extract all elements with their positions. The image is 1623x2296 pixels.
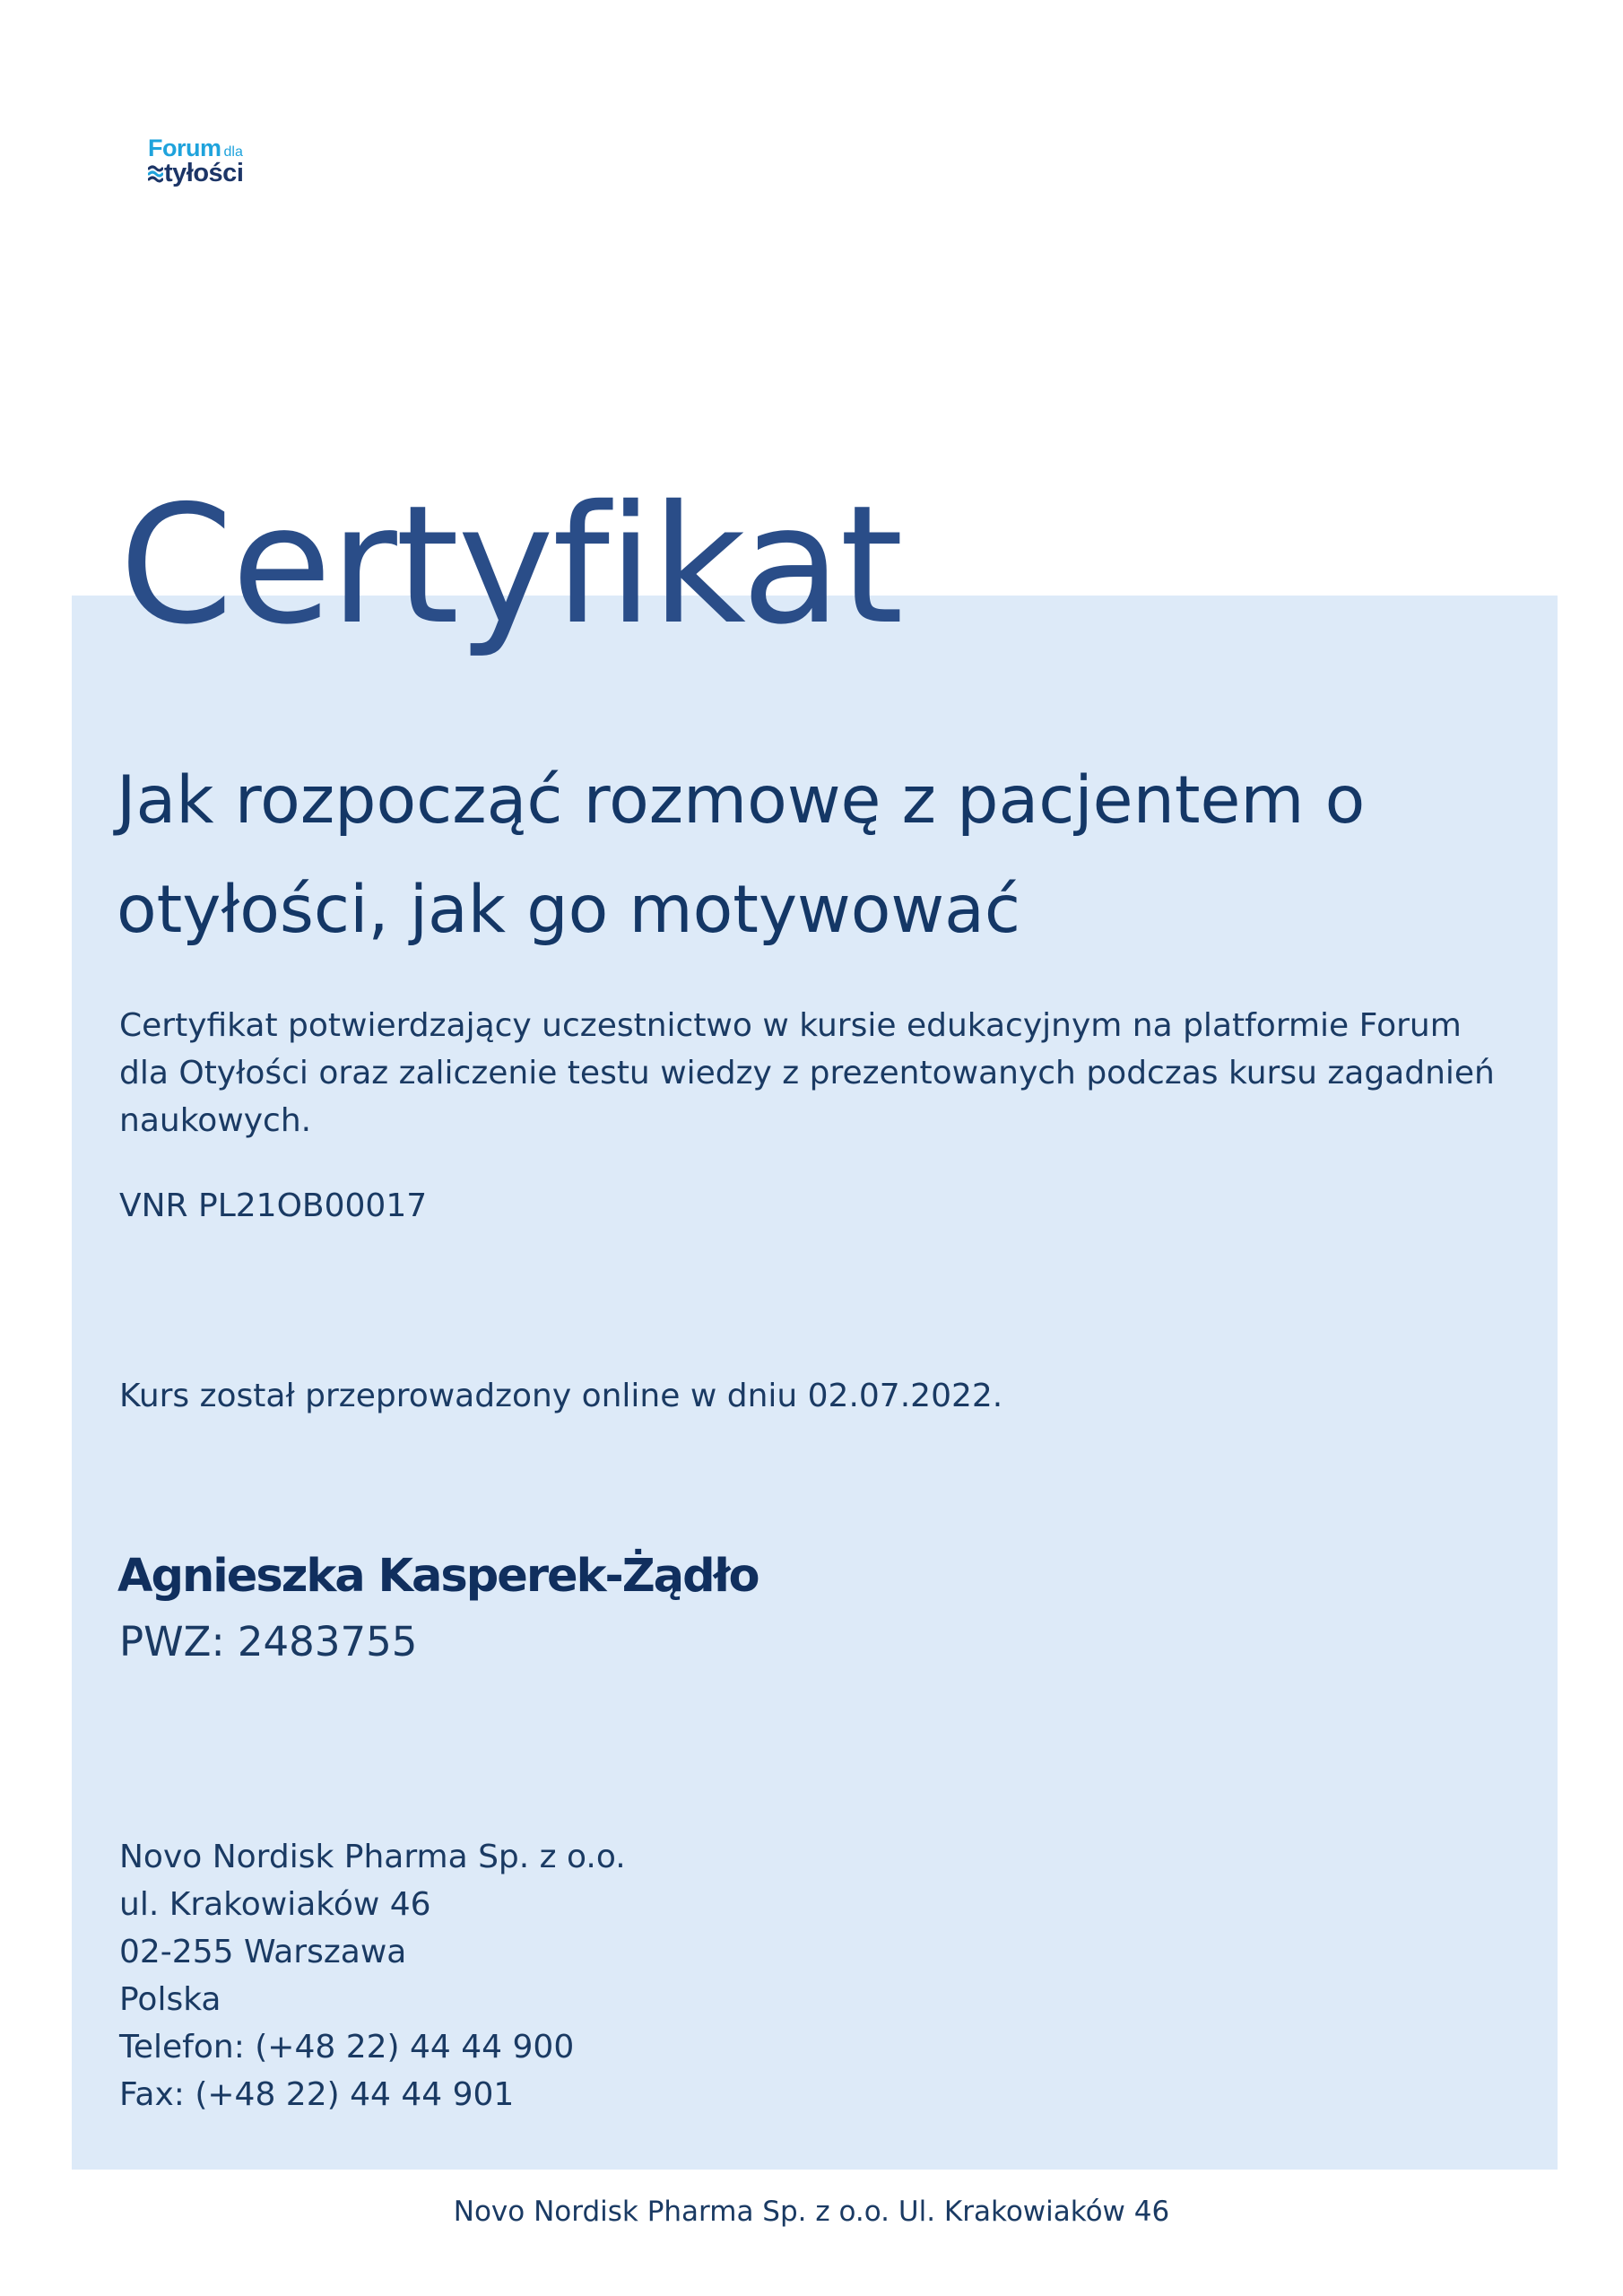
forum-logo	[148, 135, 282, 188]
course-title: Jak rozpocząć rozmowę z pacjentem o otyłości, jak go motywować	[117, 762, 1366, 948]
logo-bottom-line	[148, 159, 243, 188]
issuer-fax: Fax: (+48 22) 44 44 901	[119, 2076, 515, 2113]
logo-dla-text: dla	[223, 144, 243, 160]
issuer-city: 02-255 Warszawa	[119, 1934, 407, 1970]
course-date-info: Kurs został przeprowadzony online w dniu 02.07.2022.	[119, 1378, 1003, 1414]
certificate-title: Certyfikat	[119, 470, 902, 660]
pwz-number: PWZ: 2483755	[119, 1618, 418, 1665]
logo-wave-icon	[148, 164, 163, 184]
issuer-company: Novo Nordisk Pharma Sp. z o.o.	[119, 1839, 626, 1875]
vnr-code: VNR PL21OB00017	[119, 1187, 428, 1224]
issuer-country: Polska	[119, 1981, 221, 2018]
certificate-description: Certyfikat potwierdzający uczestnictwo w kursie edukacyjnym na platformie Forum dla Otyłości oraz zaliczenie testu wiedzy z prezentowanych podczas kursu zagadnień naukowych.	[119, 1007, 1495, 1139]
logo-name-text: tyłości	[164, 159, 244, 187]
page-footer: Novo Nordisk Pharma Sp. z o.o. Ul. Krakowiaków 46	[453, 2196, 1170, 2228]
recipient-name: Agnieszka Kasperek-Żądło	[117, 1550, 759, 1603]
issuer-phone: Telefon: (+48 22) 44 44 900	[119, 2029, 575, 2066]
issuer-street: ul. Krakowiaków 46	[119, 1886, 431, 1923]
logo-forum-text: Forum	[148, 135, 221, 161]
issuer-address	[119, 1833, 626, 2118]
